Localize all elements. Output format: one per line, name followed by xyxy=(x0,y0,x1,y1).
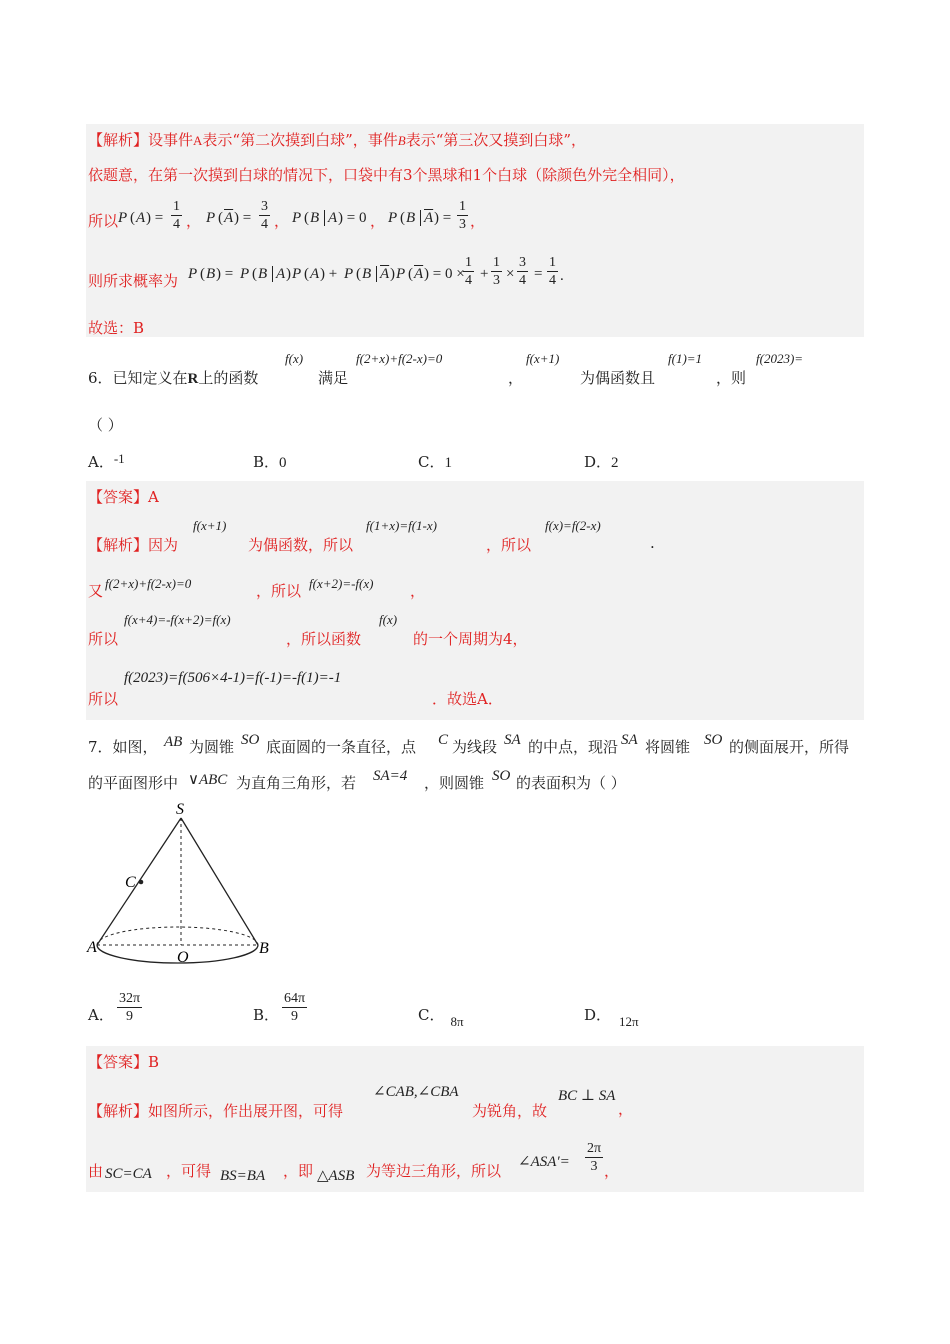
q7-option-c[interactable]: C． 8π xyxy=(418,1006,464,1029)
q7-stem-line2: 的平面图形中 ∨ABC 为直角三角形，若 SA=4 ，则圆锥 SO 的表面积为（ ） xyxy=(88,768,626,792)
q7-solution-line2: 由 SC=CA ，可得 BS=BA ，即 △ASB 为等边三角形，所以 ∠ASA′= $\frac{2\pi}{3}$ ， xyxy=(88,1141,620,1184)
q7-option-d[interactable]: D． 12π xyxy=(584,1006,639,1029)
label-b: B xyxy=(259,940,269,957)
label-c: C xyxy=(125,874,136,891)
q5-final-choice: 故选：B xyxy=(88,319,145,337)
q7-solution-line1: 【解析】如图所示，作出展开图，可得 ∠CAB,∠CBA 为锐角，故 BC ⊥ SA ， xyxy=(88,1084,634,1120)
q6-paren: （ ） xyxy=(88,416,123,434)
q6-option-a[interactable]: A．-1 xyxy=(88,451,125,471)
label-a: A xyxy=(87,939,97,956)
q6-option-c[interactable]: C．1 xyxy=(418,453,452,471)
q5-solution-line2: 依题意，在第一次摸到白球的情况下，口袋中有3个黑球和1个白球（除颜色外完全相同）， xyxy=(88,166,685,184)
q7-answer: 【答案】B xyxy=(88,1053,160,1071)
q6-option-d[interactable]: D．2 xyxy=(584,453,619,471)
label-s: S xyxy=(176,801,184,818)
q5-solution-line1: 【解析】设事件A表示“第二次摸到白球”，事件B表示“第三次又摸到白球”， xyxy=(88,131,587,149)
q6-stem: 6．已知定义在R上的函数 f(x) 满足 f(2+x)+f(2-x)=0 ， f(x+1) 为偶函数且 f(1)=1 ，则 f(2023)= xyxy=(88,351,804,387)
q7-stem-line1: 7．如图， AB 为圆锥 SO 底面圆的一条直径，点 C 为线段 SA 的中点，现沿 SA 将圆锥 SO 的侧面展开，所得 xyxy=(88,732,850,756)
q6-option-b[interactable]: B．0 xyxy=(253,453,287,471)
q6-solution-line1: 【解析】因为 f(x+1) 为偶函数，所以 f(1+x)=f(1-x) ，所以 f(x)=f(2-x) . xyxy=(88,518,655,554)
cone-base-back xyxy=(97,927,258,945)
label-o: O xyxy=(177,949,189,966)
cone-figure xyxy=(84,798,284,970)
q6-answer: 【答案】A xyxy=(88,488,159,506)
cone-right-edge xyxy=(181,818,258,945)
point-c xyxy=(139,880,144,885)
